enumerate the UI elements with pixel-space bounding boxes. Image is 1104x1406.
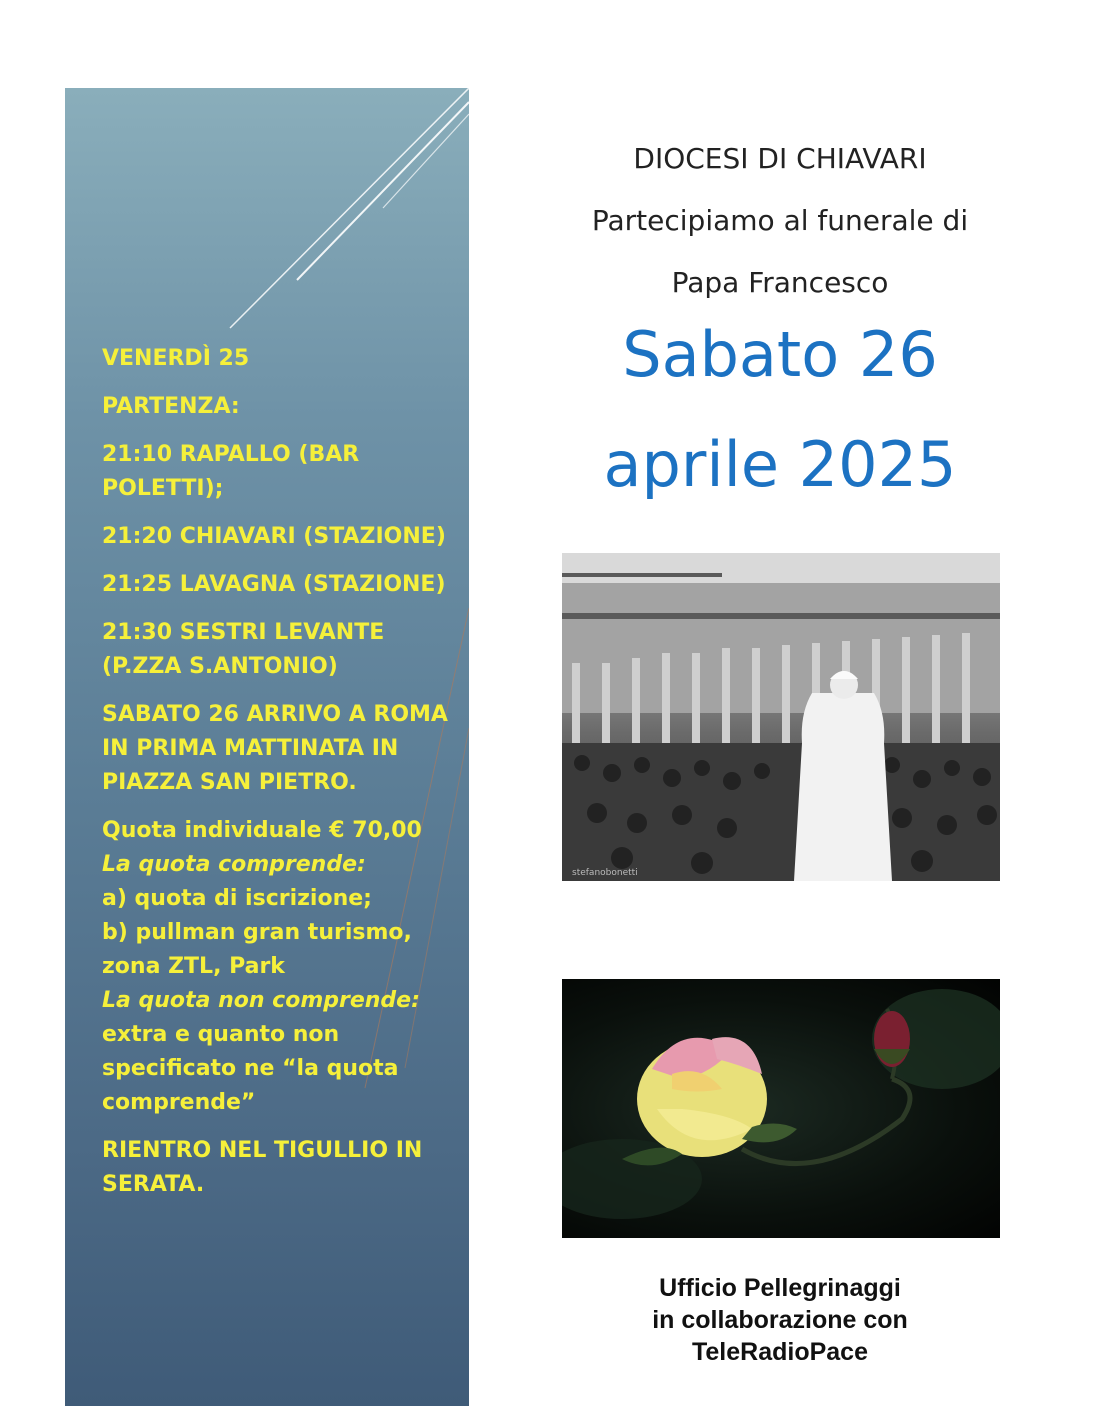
header-line-2: Partecipiamo al funerale di — [591, 204, 969, 237]
includes-label: La quota comprende: — [102, 852, 366, 877]
date-line-1: Sabato 26 — [622, 318, 938, 391]
departure-label: PARTENZA: — [102, 394, 240, 419]
footer-line-3: TeleRadioPace — [691, 1338, 868, 1366]
event-date — [530, 300, 1030, 520]
stop-rapallo: 21:10 RAPALLO (BAR POLETTI); — [102, 442, 360, 501]
stop-sestri: 21:30 SESTRI LEVANTE (P.ZZA S.ANTONIO) — [102, 620, 385, 679]
rose-photo — [562, 979, 1000, 1238]
quota-block — [102, 814, 462, 1120]
st-peters-square-photo — [562, 553, 1000, 881]
footer-line-2: in collaborazione con — [652, 1306, 908, 1334]
header-line-3: Papa Francesco — [671, 266, 889, 299]
photo-watermark: stefanobonetti — [572, 868, 638, 878]
sidebar-panel — [65, 88, 469, 1406]
stop-chiavari: 21:20 CHIAVARI (STAZIONE) — [102, 524, 446, 549]
include-item: b) pullman gran turismo, zona ZTL, Park — [102, 920, 412, 979]
footer-line-1: Ufficio Pellegrinaggi — [659, 1274, 901, 1302]
stop-lavagna: 21:25 LAVAGNA (STAZIONE) — [102, 572, 446, 597]
return-text: RIENTRO NEL TIGULLIO IN SERATA. — [102, 1138, 423, 1197]
arrival-text: SABATO 26 ARRIVO A ROMA IN PRIMA MATTINATA IN PIAZZA SAN PIETRO. — [102, 702, 448, 795]
header-block — [530, 130, 1030, 312]
date-line-2: aprile 2025 — [603, 428, 957, 501]
day-label: VENERDÌ 25 — [102, 346, 250, 371]
excludes-label: La quota non comprende: — [102, 988, 420, 1013]
diocese-title: DIOCESI DI CHIAVARI — [633, 142, 927, 175]
rose-illustration — [562, 979, 1000, 1238]
excludes-text: extra e quanto non specificato ne “la quota comprende” — [102, 1022, 399, 1115]
footer-credit — [530, 1272, 1030, 1368]
itinerary-text — [102, 342, 462, 1216]
st-peters-illustration — [562, 553, 1000, 881]
include-item: a) quota di iscrizione; — [102, 886, 372, 911]
quota-price: Quota individuale € 70,00 — [102, 818, 422, 843]
